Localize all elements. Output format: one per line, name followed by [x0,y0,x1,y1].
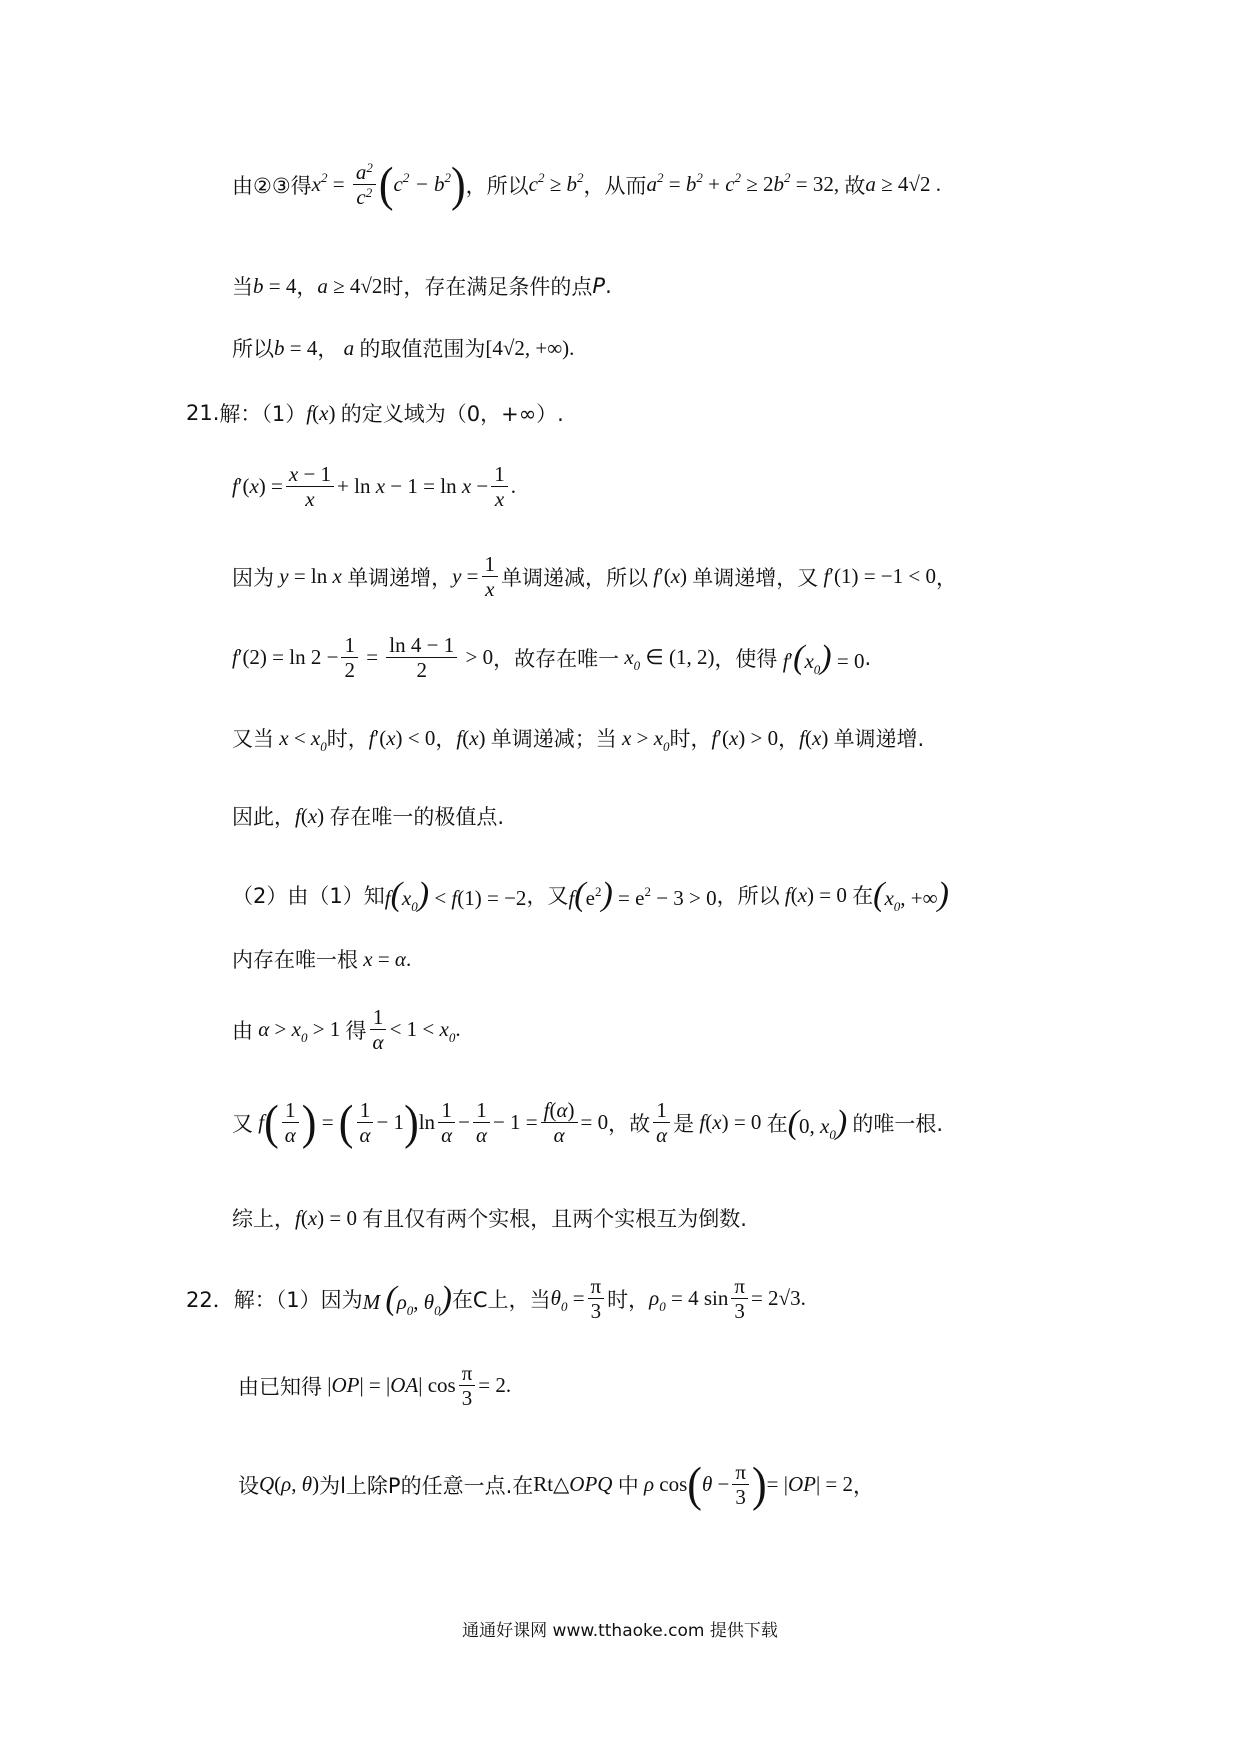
text: ，故存在唯一 [493,646,620,671]
formula: $c^2 \ge b^2$ [528,170,584,197]
formula: f′(1) = −1 < 0 [818,564,936,589]
formula: − 1 [376,1110,405,1135]
fraction: $\frac{a^2}{c^2}$ [353,160,376,209]
line-7 [232,633,871,682]
formula: $x < x_0$ [274,725,327,754]
formula: + ln x − 1 = ln x − [337,474,489,499]
formula: = |OP| = 2 [766,1472,854,1497]
text: 时， [326,727,369,751]
line-2 [232,271,612,301]
formula: y = [452,564,479,589]
text: 在 [852,884,874,908]
formula: $f(x_0) < f(1) = -2$ [384,876,527,914]
line-5 [232,462,516,511]
text: 因此， [232,805,295,829]
question-number: 22． [186,1287,234,1312]
formula: $c^2 - b^2$ [393,170,451,197]
formula: f(x) [456,725,491,750]
text: 是 [673,1111,695,1136]
formula: $x > x_0$ [616,725,670,754]
formula: $a^2 = b^2 + c^2 \ge 2b^2 = 32$, [646,170,845,197]
text: 由 [232,1018,253,1043]
text: 所以 [232,337,274,361]
line-4 [186,398,564,428]
formula: Q(ρ, θ) [259,1472,320,1497]
text: ，从而 [583,173,647,198]
text: 单调递增， [347,565,453,590]
text: 的唯一根. [852,1111,944,1136]
formula: b = 4 [253,273,297,298]
text: 时， [607,1287,650,1312]
formula: f′(x) [648,564,693,589]
line-15 [186,1274,806,1323]
fraction: $\frac{\pi}{3}$ [731,1274,748,1323]
text: 由已知得 [238,1374,322,1399]
fraction: $\frac{\pi}{3}$ [459,1361,476,1410]
fraction: $\frac{1}{x}$ [491,462,508,511]
formula: = 0 [580,1110,609,1135]
text: . [605,274,612,298]
formula: . [510,474,516,499]
text: （2）由（1）知 [232,884,385,908]
formula: f′(x) = [232,474,283,499]
line-8 [232,723,924,753]
formula: f′(2) = ln 2 − [232,645,339,670]
formula: ( [264,1095,279,1150]
text: 解：（1） [219,402,307,426]
line-3 [232,333,574,363]
formula: y = ln x [274,564,348,589]
formula: f [253,1110,265,1135]
text: 内存在唯一根 [232,948,358,972]
line-13 [232,1095,944,1150]
formula: a ≥ 4√2 . [865,172,941,197]
formula: ) [751,1457,767,1512]
fraction: 1 α [653,1098,670,1147]
text: 由②③得 [232,173,312,198]
fraction: 1 α [282,1098,299,1147]
formula: f(x) [799,725,834,750]
text: . [405,946,412,971]
text: 得 [345,1018,367,1043]
fraction: $\frac{x - 1}{x}$ [286,462,334,511]
text: . [800,1286,806,1311]
formula: $x^2$ [311,170,328,197]
formula: ($x_0$, +∞) [873,876,949,914]
text: ，使得 [714,646,778,671]
line-9 [232,801,504,831]
fraction: $\frac{f(\alpha)}{\alpha}$ [541,1098,578,1147]
formula: a [338,335,360,360]
text: 设 [238,1473,259,1498]
formula: f(x) = 0 [694,1110,767,1135]
line-12 [232,1005,461,1054]
text: . [505,1373,512,1398]
formula: f′(x) > 0 [711,725,779,750]
line-10 [232,878,949,912]
text: ， [296,275,318,299]
formula: θ − [701,1472,730,1497]
formula: $f'(x_0) = 0$ [777,638,865,677]
formula: > 0 [460,645,494,670]
formula: ) [301,1095,317,1150]
formula: b = 4 [274,335,318,360]
fraction: $\frac{1}{\alpha}$ [473,1098,490,1147]
formula: = 2√3 [750,1286,801,1311]
text: . [864,645,872,670]
text: ，故 [608,1111,651,1136]
text: ，又 [526,884,569,908]
formula: ( [378,157,394,212]
fraction: 1 α [356,1098,373,1147]
text: 单调递增. [833,727,925,751]
formula: ( [687,1457,702,1512]
text: 的取值范围为 [359,337,486,361]
formula: $\theta_0$ = [550,1286,585,1315]
formula: − [458,1110,470,1135]
formula: a ≥ 4√2 [317,273,383,298]
text: 在C上，当 [451,1287,551,1312]
text: 又 [232,1111,253,1136]
text: . [569,335,575,360]
formula: $\alpha > x_0 > 1$ [253,1017,346,1046]
line-17 [238,1457,875,1512]
formula: $\rho_0 = 4$ sin [649,1286,729,1315]
text: 中 [617,1473,639,1498]
text: ，所以 [716,884,780,908]
text: 单调递增，又 [692,565,819,590]
text: 在 [766,1111,788,1136]
formula: [4√2, +∞) [485,335,570,360]
formula: |OP| = |OA| cos [322,1373,456,1398]
text: 综上， [232,1207,295,1231]
formula: ( [338,1095,354,1150]
fraction: $\frac{\pi}{3}$ [732,1460,749,1509]
formula: ) [450,157,466,212]
fraction: $\frac{\ln 4 - 1}{2}$ [386,633,457,682]
formula: f(x) = 0 [779,882,853,907]
formula: ln [418,1110,436,1135]
text: 有且仅有两个实根，且两个实根互为倒数. [362,1207,747,1231]
formula: = 2 [478,1373,506,1398]
fraction: 1 α [438,1098,455,1147]
formula: x = α [358,946,406,971]
fraction: $\frac{1}{x}$ [482,552,499,601]
text: ， [853,1473,875,1498]
fraction: $\frac{\pi}{3}$ [588,1274,605,1323]
text: 存在唯一的极值点. [329,805,505,829]
text: . [455,1017,461,1042]
formula: = [316,1110,339,1135]
fraction: 1 α [370,1005,387,1054]
formula: f(x) = 0 [295,1205,363,1230]
line-1 [232,157,941,212]
text: 又当 [232,727,274,751]
footer: 通通好课网 www.tthaoke.com 提供下载 [462,1621,778,1641]
text: 的定义域为（0，+∞）. [340,402,564,426]
text: ， [317,337,339,361]
text: ， [435,727,457,751]
line-14 [232,1203,747,1233]
formula: f′(x) < 0 [368,725,436,750]
text: 因为 [232,565,274,590]
formula: M ($\rho_0$, $\theta_0$) [362,1279,452,1318]
text: ， [936,565,957,590]
text: 时，存在满足条件的点 [382,275,593,299]
text: 故 [844,173,866,198]
fraction: $\frac{1}{2}$ [341,633,358,682]
text: 时， [669,727,712,751]
formula: $f(e^2) = e^2 - 3 > 0$ [568,876,717,913]
line-6 [232,552,957,601]
formula: Rt△OPQ [533,1472,618,1497]
formula: = [327,172,350,197]
formula: ρ cos [638,1472,688,1497]
text: 单调递减，所以 [501,565,649,590]
text: ，所以 [465,173,529,198]
line-11 [232,944,411,974]
formula: f(x) [306,400,336,425]
formula: − 1 = [492,1110,538,1135]
text: P [592,274,606,298]
text: ， [778,727,800,751]
text: 为l上除P的任意一点.在 [319,1473,534,1498]
question-number: 21. [186,401,220,425]
formula: f(x) [295,803,330,828]
text: 解：（1）因为 [233,1287,363,1312]
formula: < $1 < x_0$ [389,1017,456,1046]
text: 单调递减；当 [490,727,617,751]
formula: ) [404,1095,419,1150]
formula: = [360,645,384,670]
line-16 [238,1361,511,1410]
formula: (0, $x_0$) [787,1103,848,1142]
text: 当 [232,275,253,299]
formula: $x_0$ ∈ (1, 2) [619,645,715,674]
